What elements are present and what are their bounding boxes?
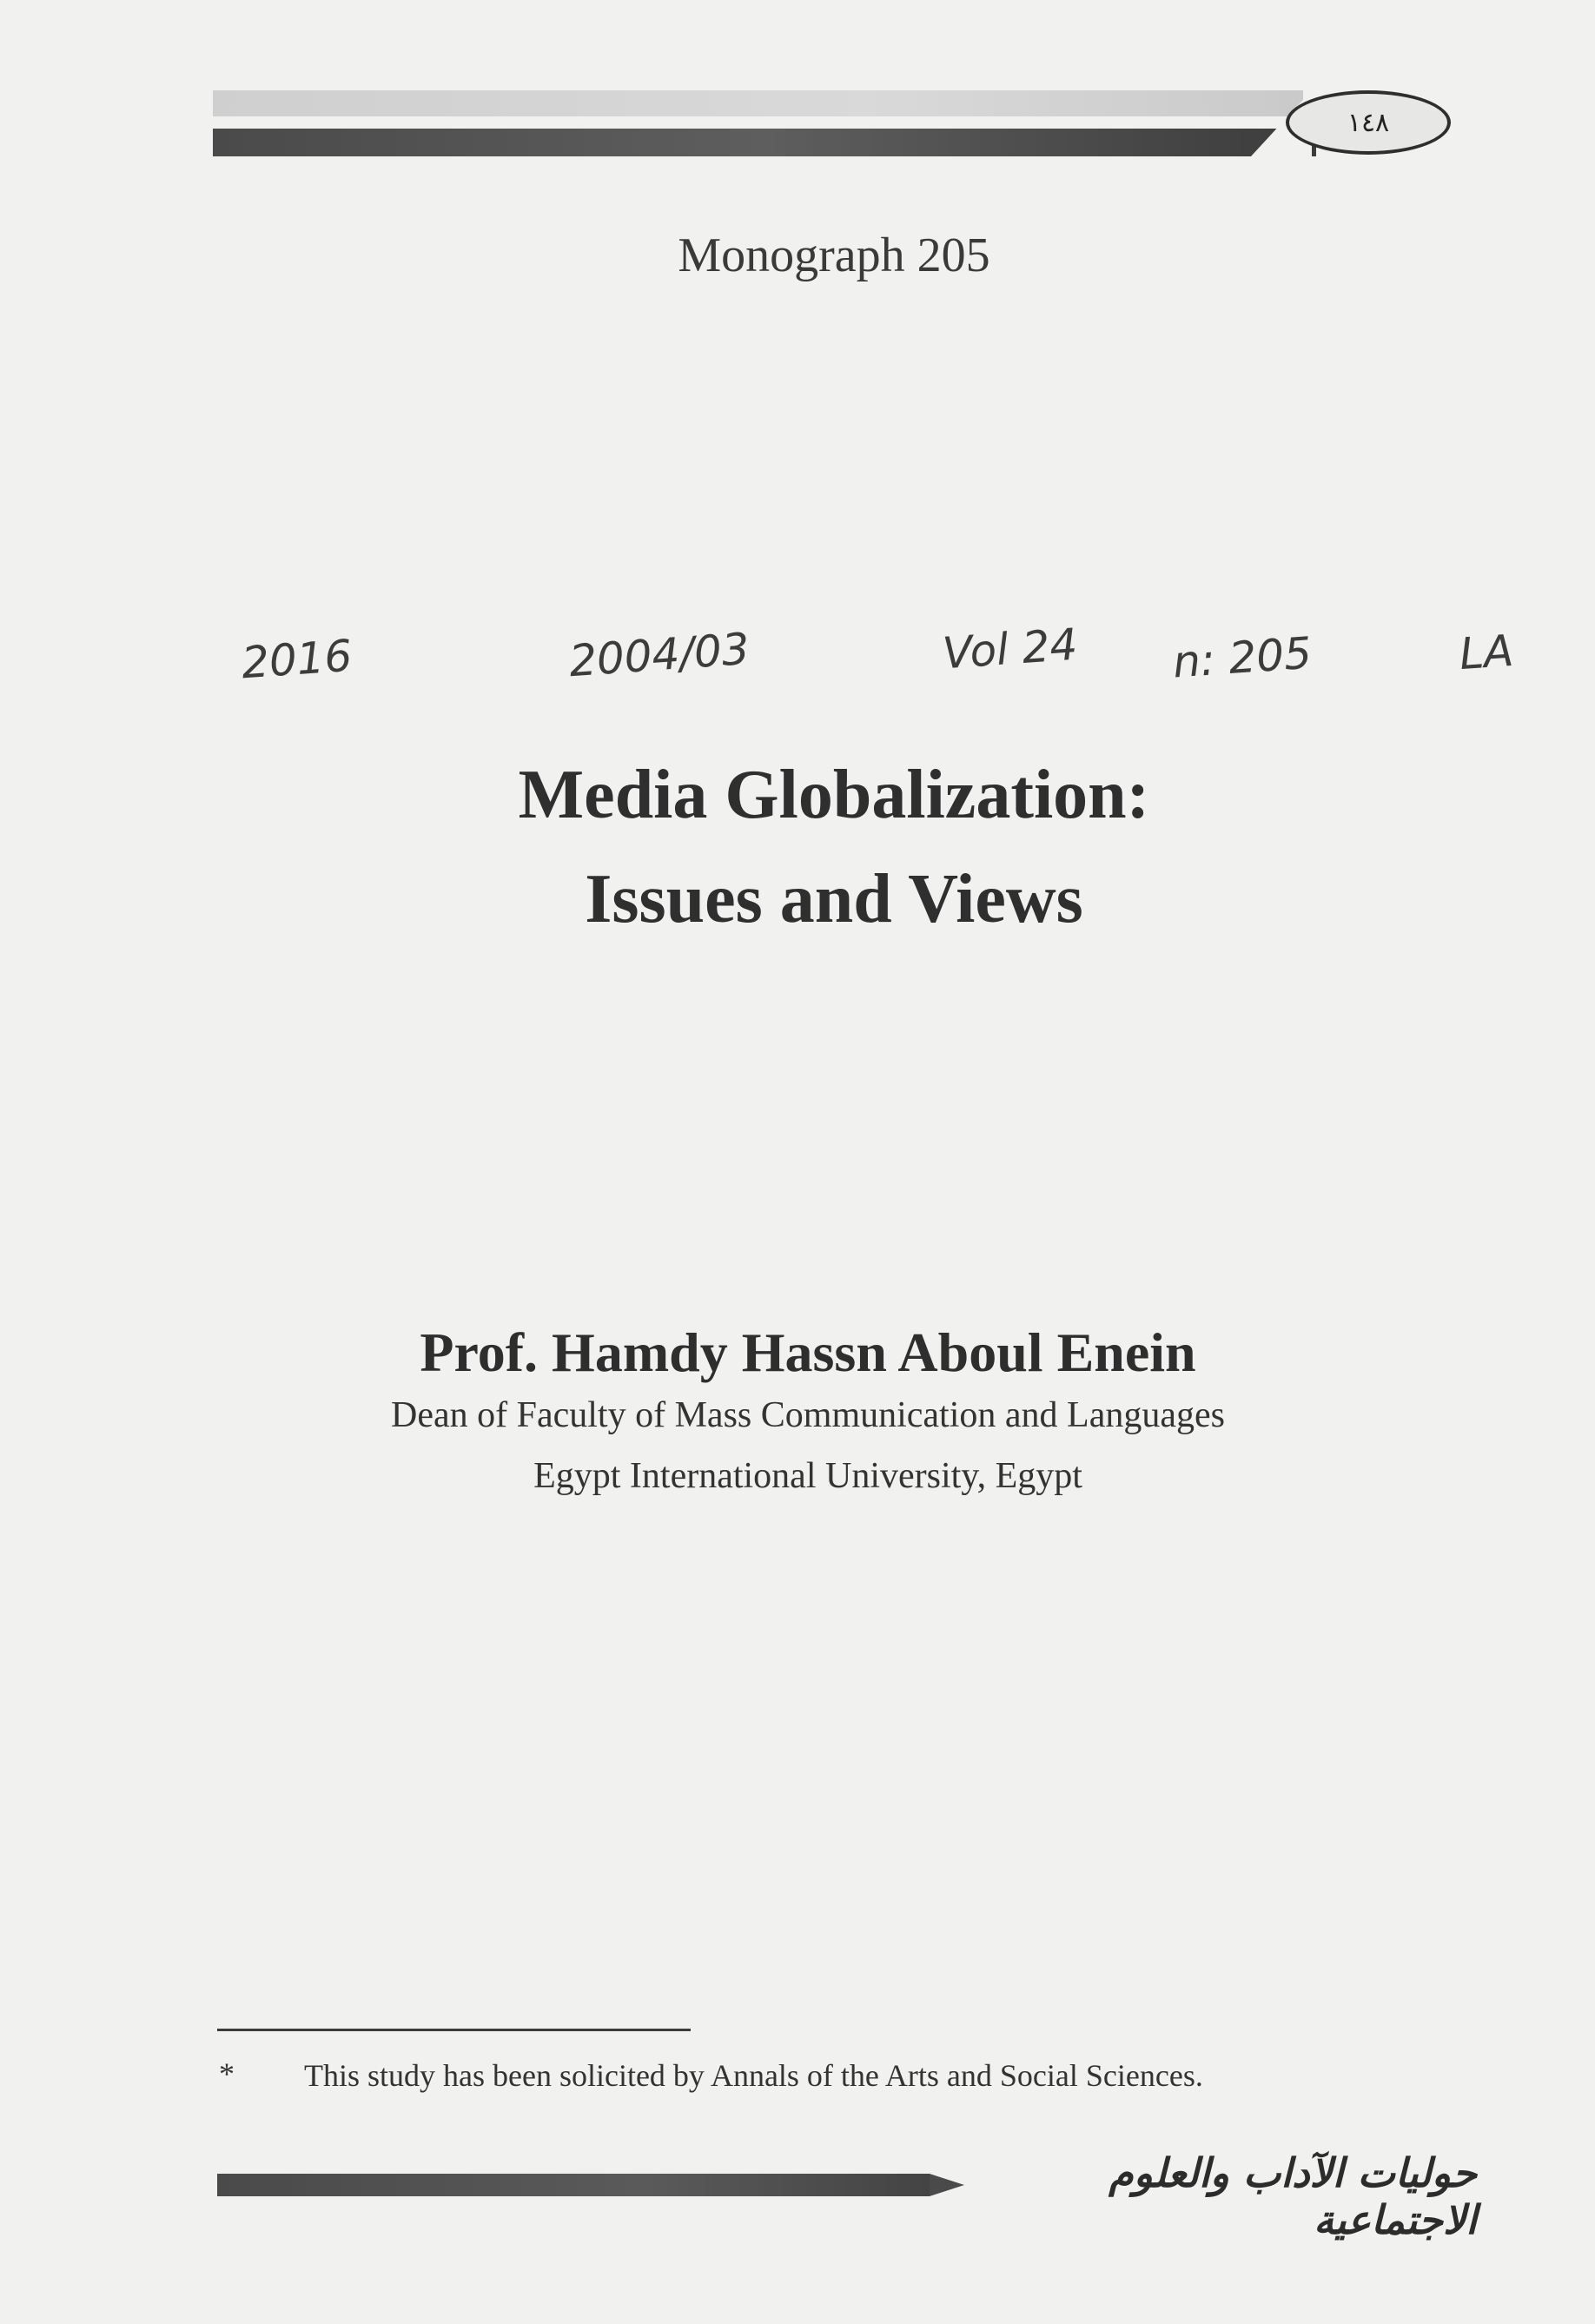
footer-band [217,2174,930,2196]
footer-journal-name: حوليات الآداب والعلوم الاجتماعية [1109,2149,1477,2243]
footnote-marker: * [219,2056,235,2091]
title-line-2: Issues and Views [585,861,1083,937]
author-affiliation-line-2: Egypt International University, Egypt [533,1456,1082,1496]
page-number-badge [1286,90,1451,155]
handwritten-note: 2016 [240,630,354,689]
title-line-1: Media Globalization: [518,757,1150,833]
header-band-light [213,90,1303,116]
footnote-rule [217,2029,691,2031]
author-name: Prof. Hamdy Hassn Aboul Enein [420,1321,1196,1383]
page-number: ١٤٨ [1347,107,1390,138]
footnote-text: This study has been solicited by Annals of the Arts and Social Sciences. [304,2058,1203,2093]
author-affiliation-line-1: Dean of Faculty of Mass Communication and Languages [391,1395,1225,1435]
header-band-dark [213,129,1316,156]
handwritten-note: n: 205 [1171,627,1314,688]
handwritten-notes [0,619,1595,712]
handwritten-note: 2004/03 [567,623,751,687]
monograph-label: Monograph 205 [678,228,990,282]
handwritten-note: Vol 24 [941,619,1080,679]
handwritten-note: LA [1458,625,1516,680]
